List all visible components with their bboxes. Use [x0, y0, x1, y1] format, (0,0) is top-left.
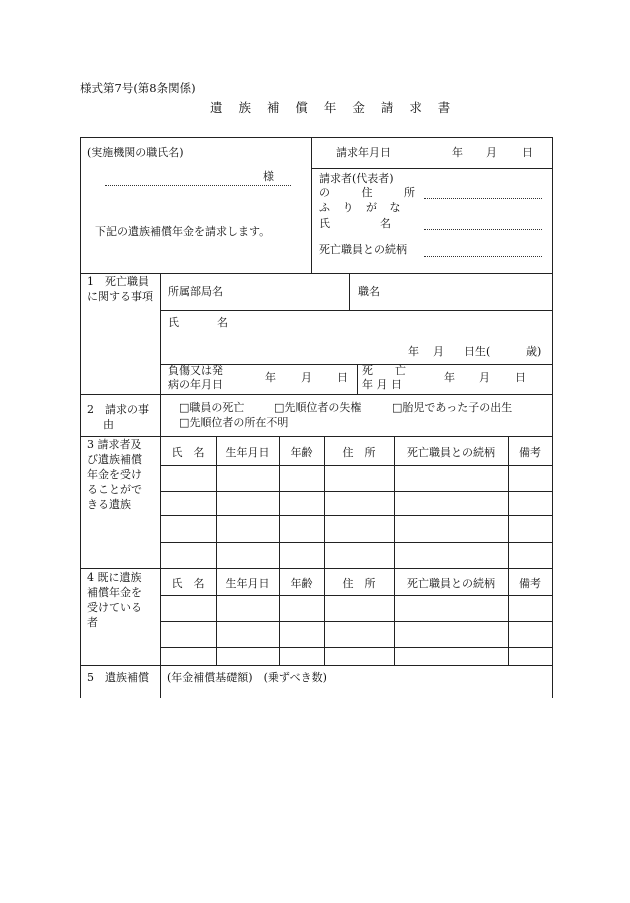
s1-birth-day: 日生( [464, 345, 491, 358]
s3-label-line-1: 3 請求者及 [87, 438, 142, 451]
s4-header-relation: 死亡職員との続柄 [407, 577, 495, 590]
s2-option-missing[interactable]: □先順位者の所在不明 [179, 416, 289, 429]
s3-label-line-3: 年金を受け [87, 468, 142, 481]
s4-label-line-2: 補償年金を [87, 586, 142, 599]
claimant-name-label: 氏 名 [319, 217, 391, 230]
s1-death-day: 日 [515, 371, 526, 384]
s2-label-2: 由 [103, 418, 114, 431]
relation-line[interactable] [424, 256, 542, 257]
request-year-label: 年 [452, 146, 463, 159]
agency-name-line[interactable] [105, 185, 291, 186]
claimant-furigana-label: ふ り が な [319, 201, 401, 214]
s2-label-1: 2 請求の事 [87, 403, 149, 416]
s3-label-line-5: きる遺族 [87, 498, 131, 511]
s3-header-name: 氏 名 [171, 446, 205, 459]
s1-label: 1 死亡職員に関する事項 [87, 275, 153, 303]
s4-header-birthdate: 生年月日 [225, 577, 270, 590]
s4-label-line-4: 者 [87, 616, 98, 629]
s3-header-remarks: 備考 [519, 446, 541, 459]
s1-dept-label: 所属部局名 [168, 285, 223, 298]
s4-label-line-1: 4 既に遺族 [87, 571, 142, 584]
form-number: 様式第7号(第8条関係) [80, 81, 196, 95]
s1-injury-label-2: 病の年月日 [168, 378, 223, 391]
s4-header-address: 住 所 [342, 577, 376, 590]
s1-death-month: 月 [479, 371, 490, 384]
s3-header-birthdate: 生年月日 [225, 446, 270, 459]
form-title: 遺 族 補 償 年 金 請 求 書 [210, 100, 451, 115]
s1-death-label-2: 年 月 日 [362, 378, 402, 391]
claimant-label: 請求者(代表者) [319, 172, 394, 185]
s3-label-line-2: び遺族補償 [87, 453, 142, 466]
claimant-name-line[interactable] [424, 229, 542, 230]
s3-header-address: 住 所 [342, 446, 376, 459]
s3-header-relation: 死亡職員との続柄 [407, 446, 495, 459]
request-month-label: 月 [486, 146, 497, 159]
s1-birth-age: 歳) [526, 345, 542, 358]
s1-injury-day: 日 [337, 371, 348, 384]
claimant-address-label: の 住 所 [319, 186, 415, 199]
relation-label: 死亡職員との続柄 [319, 243, 407, 256]
s1-injury-label-1: 負傷又は発 [168, 364, 223, 377]
s4-header-name: 氏 名 [171, 577, 205, 590]
agency-label: (実施機関の職氏名) [87, 146, 184, 159]
s1-birth-year: 年 [408, 345, 419, 358]
s5-label: 5 遺族補償 [87, 671, 149, 684]
s4-label-line-3: 受けている [87, 601, 142, 614]
s1-injury-month: 月 [301, 371, 312, 384]
s1-death-year: 年 [444, 371, 455, 384]
request-day-label: 日 [522, 146, 533, 159]
s2-option-birth[interactable]: □胎児であった子の出生 [392, 401, 513, 414]
request-date-label: 請求年月日 [336, 146, 391, 159]
s3-label-line-4: ることがで [87, 483, 142, 496]
claimant-address-line[interactable] [424, 198, 542, 199]
s1-injury-year: 年 [265, 371, 276, 384]
s1-name-label-1: 氏 [168, 316, 179, 329]
s4-header-age: 年齢 [290, 577, 313, 590]
s1-name-label-2: 名 [217, 316, 228, 329]
s4-header-remarks: 備考 [519, 577, 541, 590]
form-table [80, 137, 553, 698]
s5-content: (年金補償基礎額) (乗ずべき数) [167, 671, 327, 684]
s2-option-death[interactable]: □職員の死亡 [179, 401, 245, 414]
s2-option-forfeit[interactable]: □先順位者の失権 [274, 401, 362, 414]
s1-job-label: 職名 [358, 285, 380, 298]
s1-birth-month: 月 [433, 345, 444, 358]
sama-label: 様 [263, 170, 274, 183]
s3-header-age: 年齢 [290, 446, 313, 459]
request-text: 下記の遺族補償年金を請求します。 [95, 225, 271, 238]
s1-death-label-1: 死 亡 [362, 364, 406, 377]
